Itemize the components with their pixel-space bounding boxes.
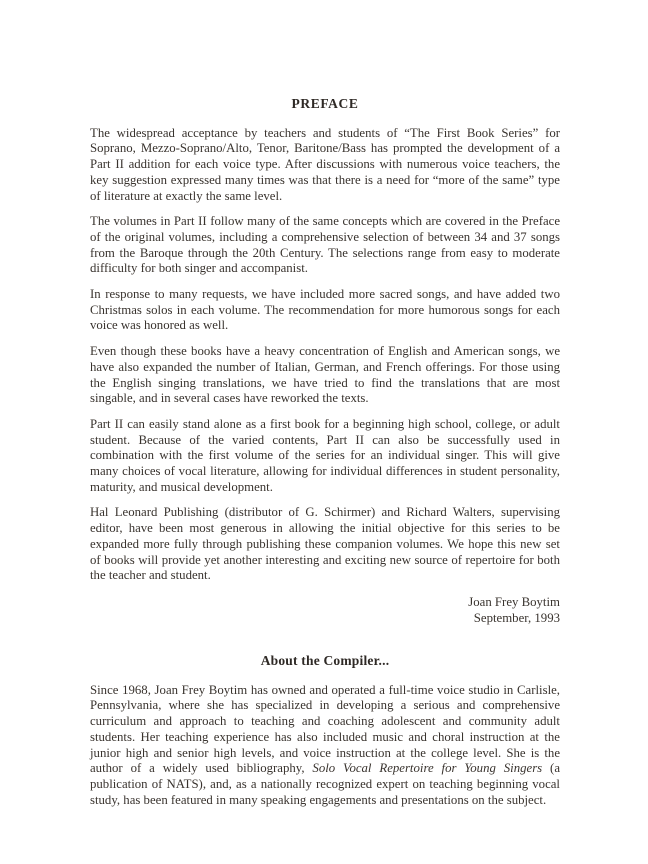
- about-compiler-heading: About the Compiler...: [260, 652, 390, 668]
- compiler-paragraph: [90, 683, 560, 809]
- signature-date: September, 1993: [473, 610, 560, 625]
- book-title-italic: Solo Vocal Repertoire for Young Singers: [312, 761, 543, 776]
- compiler-paragraph-text-before: Since 1968, Joan Frey Boytim has owned and operated a full-time voice studio in Carlisle, Pennsylvania, where she has specialized in developing a serious and comprehensive curriculum and approach to teaching and coaching adolescent and community adult students. Her teaching experience has also included music and choral instruction at the junior high and senior high levels, and voice instruction at the college level. She is the author of a widely used bibliography,: [90, 682, 560, 776]
- preface-paragraph-5: Part II can easily stand alone as a first book for a beginning high school, college, or adult student. Because of the varied contents, Part II can also be successfully used in combination with the first volume of the series for an individual singer. This will give many choices of vocal literature, allowing for individual differences in student personality, maturity, and musical development.: [90, 416, 560, 494]
- signature-block: [90, 594, 560, 626]
- preface-paragraph-2: The volumes in Part II follow many of the same concepts which are covered in the Preface of the original volumes, including a comprehensive selection of between 34 and 37 songs from the Baroque through the 20th Century. The selections range from easy to moderate difficulty for both singer and accompanist.: [90, 214, 560, 276]
- signature-name: Joan Frey Boytim: [468, 594, 560, 609]
- preface-paragraph-1: The widespread acceptance by teachers and students of “The First Book Series” for Soprano, Mezzo-Soprano/Alto, Tenor, Baritone/Bass has prompted the development of a Part II addition for each voice type. After discussions with numerous voice teachers, the key suggestion expressed many times was that there is a need for “more of the same” type of literature at exactly the same level.: [90, 125, 560, 203]
- compiler-paragraph-text-after: (a publication of NATS), and, as a nationally recognized expert on teaching beginning vocal study, has been featured in many speaking engagements and presentations on the subject.: [90, 761, 561, 807]
- preface-paragraph-6: Hal Leonard Publishing (distributor of G. Schirmer) and Richard Walters, supervising editor, have been most generous in allowing the initial objective for this series to be expanded more fully through publishing these companion volumes. We hope this new set of books will provide yet another interesting and exciting new source of repertoire for both the teacher and student.: [90, 505, 560, 583]
- preface-paragraph-4: Even though these books have a heavy concentration of English and American songs, we have also expanded the number of Italian, German, and French offerings. For those using the English singing translations, we have tried to find the translations that are most singable, and in several cases have reworked the texts.: [90, 344, 560, 406]
- preface-heading: PREFACE: [291, 96, 359, 111]
- preface-paragraph-3: In response to many requests, we have included more sacred songs, and have added two Christmas solos in each volume. The recommendation for more humorous songs for each voice was honored as well.: [90, 287, 560, 333]
